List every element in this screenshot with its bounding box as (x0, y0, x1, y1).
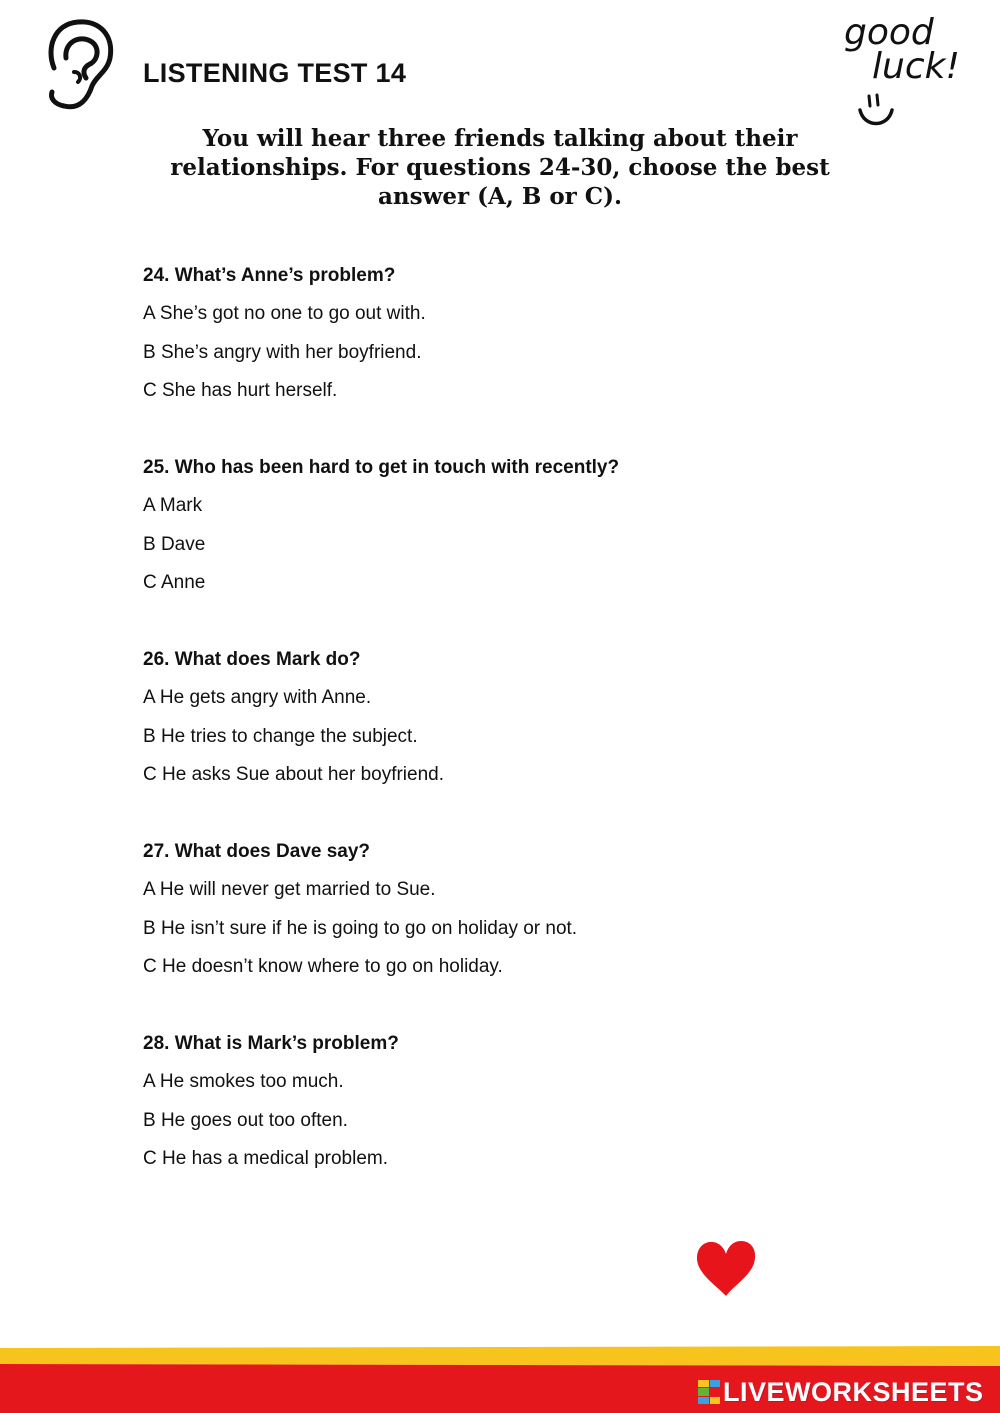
option-a[interactable]: A She’s got no one to go out with. (143, 303, 426, 324)
instructions: You will hear three friends talking about their relationships. For questions 24-30, choose the best answer (A, B or C). (170, 125, 830, 210)
question-28 (143, 1030, 903, 1222)
ear-icon (40, 18, 120, 114)
brand-logo-icon (698, 1380, 720, 1404)
option-c[interactable]: C He doesn’t know where to go on holiday. (143, 956, 503, 977)
question-27 (143, 838, 903, 1030)
option-a[interactable]: A He will never get married to Sue. (143, 879, 436, 900)
smiley-icon (860, 95, 892, 124)
option-b[interactable]: B Dave (143, 533, 206, 555)
question-26 (143, 646, 903, 838)
question-title: 27. What does Dave say? (143, 841, 371, 862)
option-c[interactable]: C He has a medical problem. (143, 1148, 388, 1169)
good-luck-text-line2: luck! (872, 46, 960, 87)
question-title: 24. What’s Anne’s problem? (143, 265, 396, 286)
option-c[interactable]: C She has hurt herself. (143, 380, 338, 401)
test-title: LISTENING TEST 14 (143, 58, 407, 88)
question-25 (143, 454, 903, 646)
option-b[interactable]: B She’s angry with her boyfriend. (143, 341, 422, 363)
liveworksheets-logo (698, 1377, 984, 1407)
heart-icon (693, 1238, 759, 1300)
option-a[interactable]: A He gets angry with Anne. (143, 687, 372, 708)
question-title: 25. Who has been hard to get in touch with recently? (143, 457, 620, 478)
question-title: 26. What does Mark do? (143, 649, 361, 670)
option-b[interactable]: B He tries to change the subject. (143, 725, 418, 747)
option-c[interactable]: C Anne (143, 572, 206, 593)
question-list (143, 262, 903, 1222)
question-24 (143, 262, 903, 454)
option-b[interactable]: B He isn’t sure if he is going to go on holiday or not. (143, 917, 578, 939)
brand-text: LIVEWORKSHEETS (723, 1376, 984, 1407)
option-c[interactable]: C He asks Sue about her boyfriend. (143, 764, 445, 785)
good-luck-note (836, 4, 986, 134)
option-a[interactable]: A He smokes too much. (143, 1071, 344, 1092)
question-title: 28. What is Mark’s problem? (143, 1033, 399, 1054)
good-luck-text-line1: good (844, 12, 934, 53)
option-a[interactable]: A Mark (143, 495, 203, 516)
option-b[interactable]: B He goes out too often. (143, 1109, 348, 1131)
